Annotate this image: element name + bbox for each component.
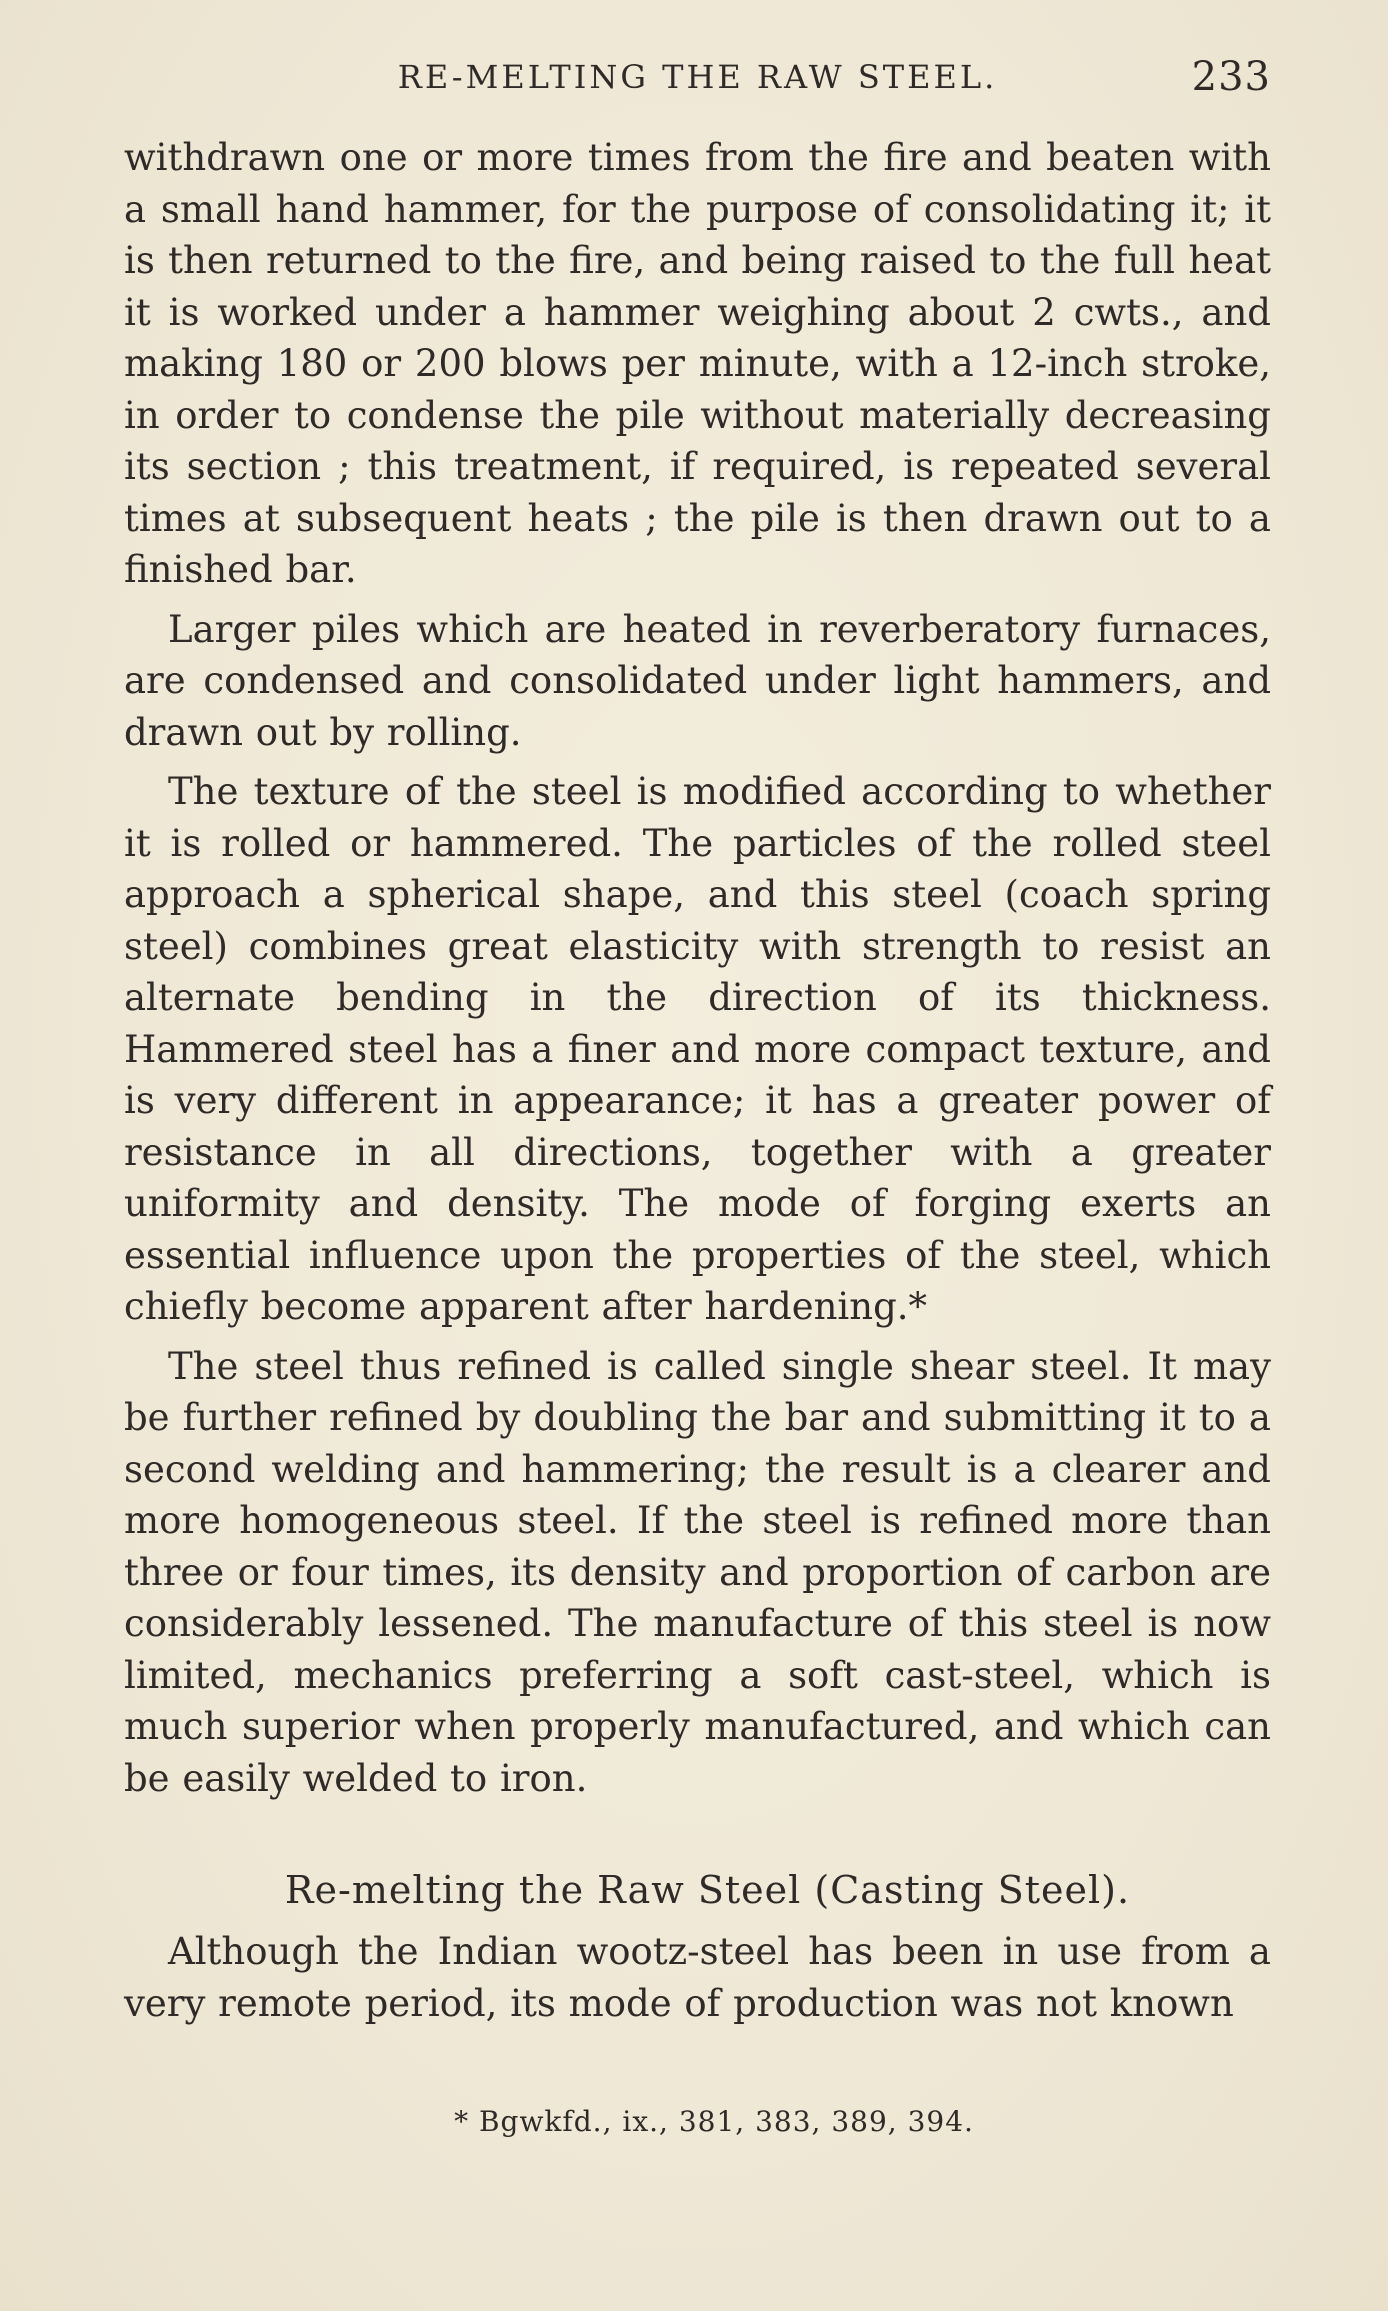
paragraph-wootz: Although the Indian wootz-steel has been in use from a very remote period, its mode of production was not known xyxy=(124,1930,1271,2025)
section-heading: Re-melting the Raw Steel (Casting Steel). xyxy=(284,1868,1131,1912)
paragraph-texture: The texture of the steel is modified according to whether it is rolled or hammered. The particles of the rolled steel approach a spherical shape, and this steel (coach spring steel) combines great elasticity with strength to resist an alternate bending in the direction of its thickness. Hammered steel has a finer and more compact texture, and is very different in appearance; it has a greater power of resistance in all directions, together with a greater uniformity and density. The mode of forging exerts an essential influence upon the properties of the steel, which chiefly become apparent after hardening.* xyxy=(124,770,1271,1328)
paragraph-continued: withdrawn one or more times from the fire and beaten with a small hand hammer, for the purpose of consolidating it; it is then returned to the fire, and being raised to the full heat it is worked under a hammer weighing about 2 cwts., and making 180 or 200 blows per minute, with a 12-inch stroke, in order to condense the pile without materially decreasing its section ; this treatment, if required, is repeated several times at subsequent heats ; the pile is then drawn out to a finished bar. xyxy=(124,136,1271,591)
paragraph-larger-piles: Larger piles which are heated in reverberatory furnaces, are condensed and consolidated under light hammers, and drawn out by rolling. xyxy=(124,607,1271,754)
running-head xyxy=(124,52,1271,102)
footnote: * Bgwkfd., ix., 381, 383, 389, 394. xyxy=(454,2105,974,2138)
running-title: RE-MELTING THE RAW STEEL. xyxy=(397,58,998,96)
paragraph-shear-steel: The steel thus refined is called single shear steel. It may be further refined by doubling the bar and submitting it to a second welding and hammering; the result is a clearer and more homogeneous steel. If the steel is refined more than three or four times, its density and proportion of carbon are considerably lessened. The manufacture of this steel is now limited, mechanics preferring a soft cast-steel, which is much superior when properly manufactured, and which can be easily welded to iron. xyxy=(124,1344,1271,1800)
page-number: 233 xyxy=(1191,54,1271,100)
body-text xyxy=(124,132,1271,2029)
